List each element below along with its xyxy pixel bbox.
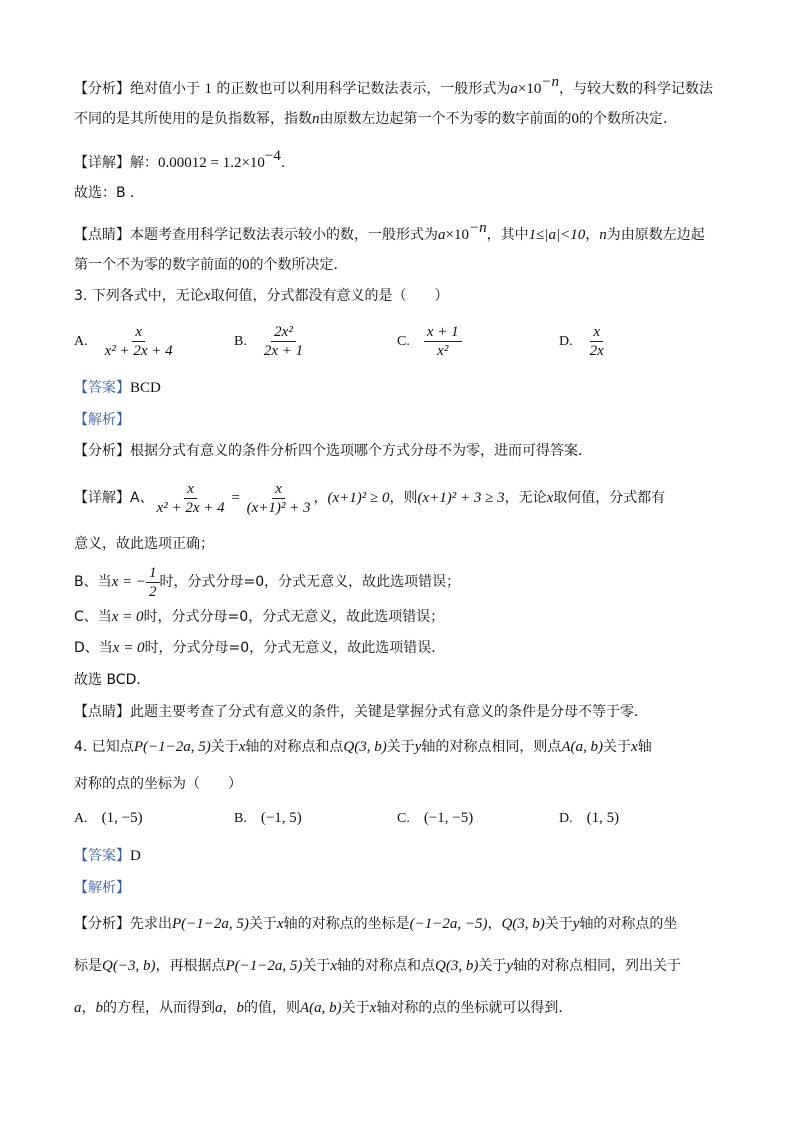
var-b: b xyxy=(95,1000,103,1016)
text: 轴的对称点相同，则点 xyxy=(421,739,562,755)
sci-form: a xyxy=(510,81,518,97)
tag-fenxi: 【分析】 xyxy=(74,916,130,932)
text: 的值，则 xyxy=(244,1000,300,1016)
denominator: 2 xyxy=(149,583,157,600)
text: 的个数所决定． xyxy=(249,257,348,273)
tag-xiangjie: 【详解】 xyxy=(74,155,130,171)
sci-form-times: $\times 10^{-n}$ xyxy=(445,220,487,243)
denominator: (x+1)² + 3 xyxy=(246,499,311,516)
p1-line2 xyxy=(74,109,677,129)
tag-jiexi: 【解析】 xyxy=(74,880,130,896)
text: 为由原数左边起 xyxy=(606,227,705,243)
text: 取何值，分式都有 xyxy=(553,490,666,506)
point-a: A(a, b) xyxy=(561,739,604,755)
text: ， xyxy=(585,227,600,243)
q3-option-c[interactable] xyxy=(397,323,462,360)
q4-option-d[interactable] xyxy=(559,810,619,827)
q3-detail-b xyxy=(74,562,460,602)
text: 对称的点的坐标为（ ） xyxy=(74,776,242,792)
text: ，与较大数的科学记数法 xyxy=(559,81,713,97)
point-q: Q(3, b) xyxy=(501,916,545,932)
text: 轴的对称点和点 xyxy=(245,739,344,755)
denominator: x² xyxy=(437,343,449,359)
text: 先求出 xyxy=(130,916,172,932)
p1-line6 xyxy=(74,255,348,275)
text: 取何值，分式都没有意义的是（ ） xyxy=(210,288,449,304)
tag-dianjing: 【点睛】 xyxy=(74,704,130,720)
q3-detail-a: 【详解】A、 $\frac{x}{\text{x² + 2x + 4}}$ = $\frac{x}{\text{(x+1)² + 3}}$ ，(x+1)² ≥ 0，则(x+1)² + 3 ≥ 3，无论x取何值，分式都有 xyxy=(74,480,666,516)
text: 关于 xyxy=(210,739,239,755)
number: 0 xyxy=(242,257,250,273)
numerator: x + 1 xyxy=(424,323,462,342)
fraction xyxy=(146,564,160,601)
text: 故选 BCD． xyxy=(74,672,151,688)
q3-option-a[interactable] xyxy=(74,323,176,360)
text: ， xyxy=(487,916,502,932)
fraction xyxy=(154,480,228,517)
inequality: (x+1)² ≥ 0 xyxy=(327,490,390,506)
fraction xyxy=(587,323,607,360)
text: 4. 已知点 xyxy=(74,739,134,755)
var-n: n xyxy=(312,111,320,127)
text: ，无论 xyxy=(504,490,547,506)
point: (−1−2a, −5) xyxy=(409,916,488,932)
number: 1 xyxy=(204,81,212,97)
tag-daan: 【答案】 xyxy=(74,380,130,396)
fraction xyxy=(244,480,314,517)
number: 0 xyxy=(571,111,579,127)
option-label: B. xyxy=(234,810,247,826)
point-a: A(a, b) xyxy=(300,1000,342,1016)
text: 关于 xyxy=(341,1000,370,1016)
denominator: x² + 2x + 4 xyxy=(156,499,225,516)
q3-detail-a-line2 xyxy=(74,534,214,554)
text: 的个数所决定． xyxy=(579,111,677,127)
text: 关于 xyxy=(603,739,632,755)
option-value: (−1, 5) xyxy=(260,810,302,826)
text: 关于 xyxy=(478,958,507,974)
q3-dianjing xyxy=(74,702,648,722)
text: ， xyxy=(81,1000,96,1016)
text: C、当 xyxy=(74,609,112,625)
fraction xyxy=(261,323,306,360)
tag-jiexi: 【解析】 xyxy=(74,412,130,428)
numerator: 2x² xyxy=(271,323,296,342)
text: ， xyxy=(222,1000,237,1016)
text: 的方程，从而得到 xyxy=(103,1000,215,1016)
option-label: D. xyxy=(559,333,573,349)
tag-dianjing: 【点睛】 xyxy=(74,227,130,243)
var-y: y xyxy=(572,916,580,932)
option-label: A. xyxy=(74,810,88,826)
var-y: y xyxy=(414,739,422,755)
answer-value: BCD xyxy=(130,380,161,396)
text: 此题主要考查了分式有意义的条件，关键是掌握分式有意义的条件是分母不等于零． xyxy=(130,704,648,720)
text: 关于 xyxy=(386,739,415,755)
var-x: x xyxy=(203,288,211,304)
point-q: Q(3, b) xyxy=(343,739,387,755)
text: 绝对值小于 xyxy=(130,81,200,97)
numerator: x xyxy=(590,323,603,342)
text: B、当 xyxy=(74,574,112,590)
text: A、 xyxy=(130,490,154,506)
point-q: Q(−3, b) xyxy=(102,958,156,974)
equation: x = 0 xyxy=(111,609,144,625)
text: 标是 xyxy=(74,958,102,974)
var-b: b xyxy=(236,1000,244,1016)
q4-answer xyxy=(74,846,141,866)
var-x: x xyxy=(330,958,338,974)
q3-option-d[interactable] xyxy=(559,323,607,360)
text: 时，分式分母=0，分式无意义，故此选项错误． xyxy=(144,640,446,656)
tag-fenxi: 【分析】 xyxy=(74,81,130,97)
option-value: (−1, −5) xyxy=(423,810,474,826)
q3-jiexi xyxy=(74,410,130,430)
var-x: x xyxy=(631,739,638,755)
sci-form-times: $\times 10^{-n}$ xyxy=(517,74,559,97)
numerator: x xyxy=(132,323,145,342)
q4-fenxi-line1 xyxy=(74,914,677,934)
text: 不同的是其所使用的是负指数幂，指数 xyxy=(74,111,312,127)
text: 轴的对称点的坐 xyxy=(579,916,678,932)
q3-answer xyxy=(74,378,161,398)
tag-fenxi: 【分析】 xyxy=(74,443,130,459)
text: 解： xyxy=(130,155,158,171)
text: 轴对称的点的坐标就可以得到． xyxy=(376,1000,573,1016)
q4-jiexi xyxy=(74,878,130,898)
var-n: n xyxy=(599,227,607,243)
text: 关于 xyxy=(302,958,331,974)
text: ，则 xyxy=(389,490,418,506)
p1-line1 xyxy=(74,72,713,99)
text: ，其中 xyxy=(486,227,529,243)
denominator: 2x xyxy=(589,343,604,359)
q4-stem-line1 xyxy=(74,737,652,757)
tag-xiangjie: 【详解】 xyxy=(74,490,130,506)
text: 轴的对称点和点 xyxy=(337,958,436,974)
p1-line5 xyxy=(74,218,705,245)
tag-daan: 【答案】 xyxy=(74,848,130,864)
var-a: a xyxy=(74,1000,82,1016)
text: 关于 xyxy=(248,916,277,932)
denominator: 2x + 1 xyxy=(263,343,304,359)
denominator: x² + 2x + 4 xyxy=(104,343,173,359)
text: 轴的对称点相同，列出关于 xyxy=(513,958,682,974)
var-y: y xyxy=(506,958,514,974)
var-a: a xyxy=(215,1000,223,1016)
q3-detail-d xyxy=(74,638,445,658)
numerator: x xyxy=(184,480,197,499)
condition: 1≤|a|<10 xyxy=(528,227,586,243)
text: 故选：B ． xyxy=(74,185,145,201)
option-label: B. xyxy=(234,333,247,349)
equation: x = 0 xyxy=(112,640,145,656)
numerator: x xyxy=(272,480,285,499)
option-label: C. xyxy=(397,810,410,826)
numerator: 1 xyxy=(146,564,160,583)
text: 时，分式分母=0，分式无意义，故此选项错误； xyxy=(159,574,461,590)
var-x: x xyxy=(546,490,554,506)
q4-option-b[interactable] xyxy=(234,810,302,827)
text: 由原数左边起第一个不为零的数字前面的 xyxy=(319,111,572,127)
option-value: (1, 5) xyxy=(586,810,620,826)
point-p: P(−1−2a, 5) xyxy=(133,739,211,755)
text: 3. 下列各式中，无论 xyxy=(74,288,204,304)
text: D、当 xyxy=(74,640,113,656)
text: 根据分式有意义的条件分析四个选项哪个方式分母不为零，进而可得答案． xyxy=(130,443,592,459)
point-q: Q(3, b) xyxy=(435,958,479,974)
var-x: x xyxy=(369,1000,377,1016)
q3-stem xyxy=(74,286,448,306)
point-p: P(−1−2a, 5) xyxy=(225,958,303,974)
point-p: P(−1−2a, 5) xyxy=(172,916,249,932)
text: 轴 xyxy=(637,739,652,755)
equation: 0.00012 = 1.2×10 xyxy=(158,155,265,171)
q4-fenxi-line2 xyxy=(74,956,681,976)
exponent: −4 xyxy=(264,148,281,164)
text: ，再根据点 xyxy=(155,958,226,974)
option-label: A. xyxy=(74,333,88,349)
answer-value: D xyxy=(130,848,141,864)
q3-detail-c xyxy=(74,607,444,627)
inequality: (x+1)² + 3 ≥ 3 xyxy=(417,490,505,506)
text: 第一个不为零的数字前面的 xyxy=(74,257,242,273)
q4-option-a[interactable] xyxy=(74,810,143,827)
text: 本题考查用科学记数法表示较小的数，一般形式为 xyxy=(130,227,438,243)
option-label: C. xyxy=(397,333,410,349)
option-value: (1, −5) xyxy=(101,810,143,826)
equation: x = − xyxy=(111,574,147,590)
text: . xyxy=(280,155,286,171)
q4-stem-line2 xyxy=(74,774,242,794)
var-x: x xyxy=(276,916,284,932)
q3-fenxi xyxy=(74,441,592,461)
fraction xyxy=(102,323,176,360)
p1-line4 xyxy=(74,183,144,203)
text: 关于 xyxy=(544,916,573,932)
q4-fenxi-line3 xyxy=(74,998,572,1018)
text: ， xyxy=(313,490,328,506)
q3-option-b[interactable] xyxy=(234,323,306,360)
text: 时，分式分母=0，分式无意义，故此选项错误； xyxy=(143,609,445,625)
text: 的正数也可以利用科学记数法表示，一般形式为 xyxy=(216,81,511,97)
text: 意义，故此选项正确； xyxy=(74,536,214,552)
q4-option-c[interactable] xyxy=(397,810,473,827)
fraction xyxy=(424,323,462,360)
option-label: D. xyxy=(559,810,573,826)
q3-choose xyxy=(74,670,150,690)
var-x: x xyxy=(238,739,246,755)
p1-line3 xyxy=(74,146,285,173)
sci-form: a xyxy=(438,227,446,243)
text: 轴的对称点的坐标是 xyxy=(283,916,410,932)
